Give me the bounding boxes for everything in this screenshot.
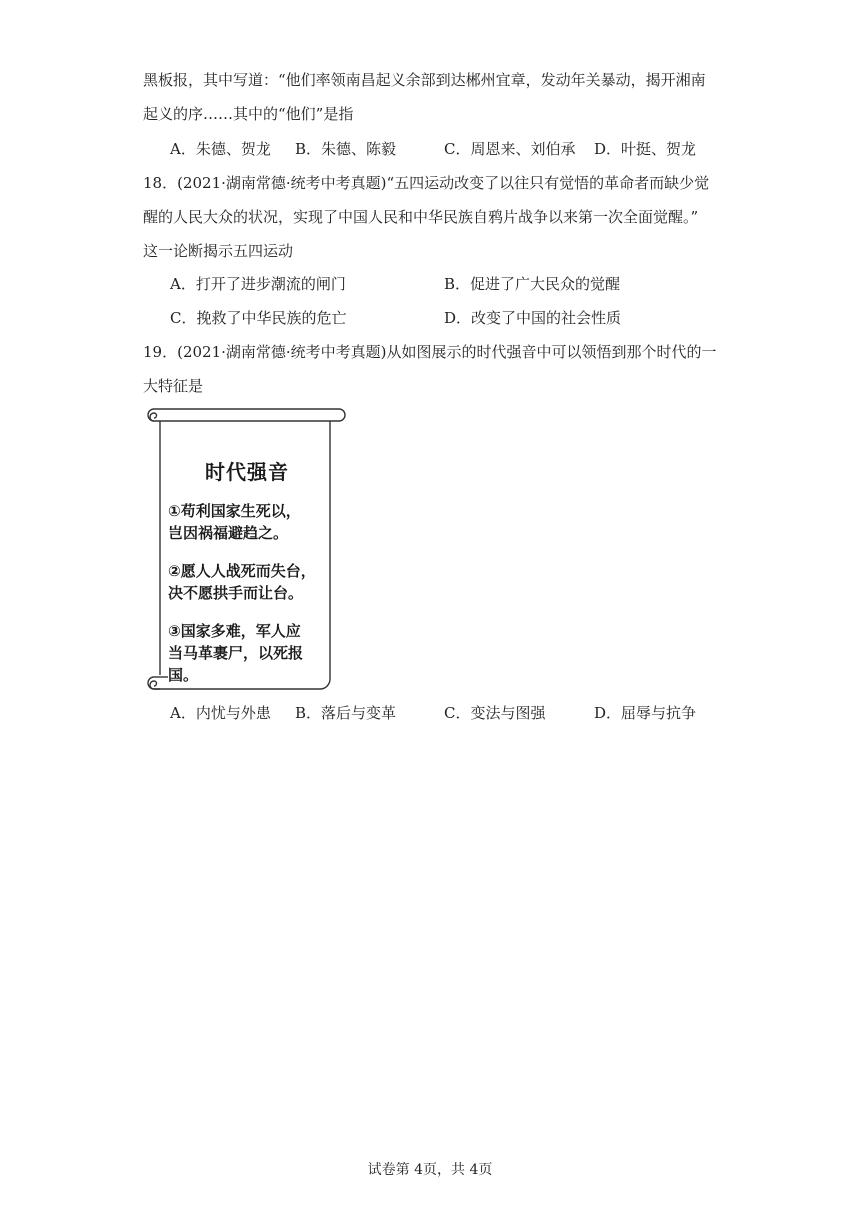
q18-option-a: A．打开了进步潮流的闸门 [170,275,346,293]
q19-option-d: D．屈辱与抗争 [594,704,697,722]
q18-stem-line-3: 这一论断揭示五四运动 [143,242,294,260]
q19-stem-line-2: 大特征是 [143,377,204,395]
q17-option-d: D．叶挺、贺龙 [594,140,697,158]
q18-option-c: C．挽救了中华民族的危亡 [170,309,347,327]
scroll-item-3-line-2: 当马革裹尸，以死报 [168,644,304,662]
q19-option-b: B．落后与变革 [295,704,397,722]
scroll-item-2-line-2: 决不愿拱手而让台。 [168,584,304,602]
scroll-item-1-line-1: ①苟利国家生死以， [168,502,301,520]
scroll-item-3-line-3: 国。 [168,666,199,684]
q17-option-a: A．朱德、贺龙 [170,140,271,158]
q19-stem-line-1: 19．(2021·湖南常德·统考中考真题)从如图展示的时代强音中可以领悟到那个时代的一 [143,343,717,361]
q18-option-b: B．促进了广大民众的觉醒 [444,275,621,293]
q18-option-d: D．改变了中国的社会性质 [444,309,622,327]
q18-stem-line-1: 18．(2021·湖南常德·统考中考真题)“五四运动改变了以往只有觉悟的革命者而缺少觉 [143,174,710,192]
q19-option-c: C．变法与图强 [444,704,546,722]
q17-option-b: B．朱德、陈毅 [295,140,397,158]
q17-stem-line-2: 起义的序……其中的“他们”是指 [143,105,354,123]
page-footer: 试卷第 4页，共 4页 [367,1162,493,1178]
scroll-title: 时代强音 [205,460,289,484]
q17-option-c: C．周恩来、刘伯承 [444,140,576,158]
scroll-item-3-line-1: ③国家多难，军人应 [168,622,301,640]
q17-stem-line-1: 黑板报，其中写道：“他们率领南昌起义余部到达郴州宜章，发动年关暴动，揭开湘南 [143,71,706,89]
q18-stem-line-2: 醒的人民大众的状况，实现了中国人民和中华民族自鸦片战争以来第一次全面觉醒。” [143,208,699,226]
q19-option-a: A．内忧与外患 [170,704,271,722]
scroll-item-1-line-2: 岂因祸福避趋之。 [168,524,289,542]
scroll-item-2-line-1: ②愿人人战死而失台， [168,562,316,580]
